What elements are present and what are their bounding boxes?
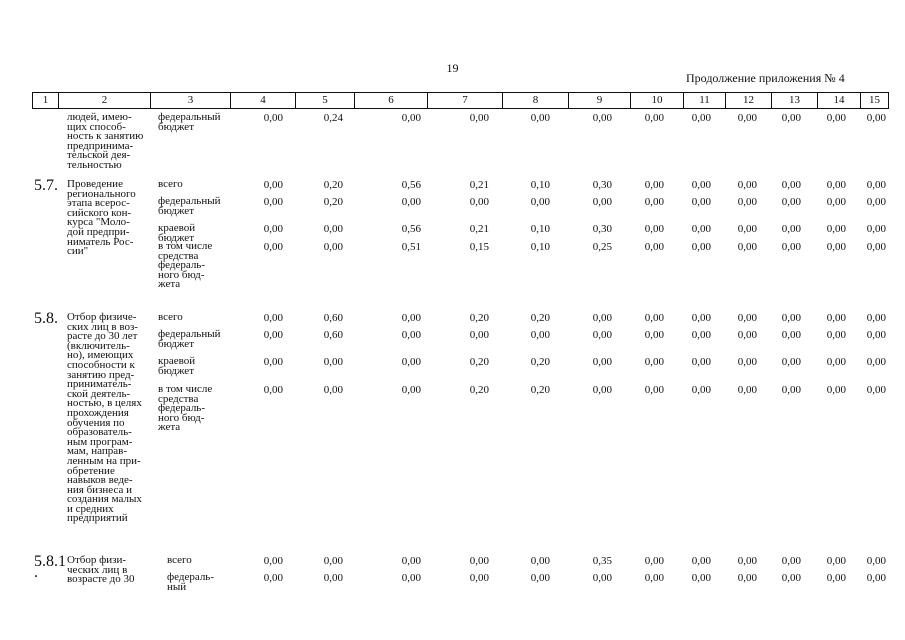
table-header-row	[32, 92, 889, 109]
value-cell: 0,00	[866, 384, 886, 396]
value-cell: 0,00	[401, 572, 421, 584]
value-cell: 0,00	[644, 179, 664, 191]
header-cell-14: 14	[817, 93, 860, 108]
row-description: людей, имею- щих способ- ность к занятию предпринима- тельской дея- тельностью	[67, 111, 144, 171]
funding-source: краевой бюджет	[158, 355, 196, 377]
value-cell: 0,00	[691, 312, 711, 324]
value-cell: 0,00	[263, 384, 283, 396]
value-cell: 0,00	[592, 384, 612, 396]
value-cell: 0,00	[644, 384, 664, 396]
value-cell: 0,20	[469, 384, 489, 396]
value-cell: 0,00	[644, 223, 664, 235]
value-cell: 0,24	[323, 112, 343, 124]
value-cell: 0,00	[263, 312, 283, 324]
value-cell: 0,15	[469, 241, 489, 253]
value-cell: 0,00	[737, 179, 757, 191]
value-cell: 0,00	[644, 112, 664, 124]
value-cell: 0,00	[781, 241, 801, 253]
value-cell: 0,20	[530, 312, 550, 324]
value-cell: 0,00	[737, 555, 757, 567]
header-cell-4: 4	[230, 93, 295, 108]
value-cell: 0,10	[530, 179, 550, 191]
value-cell: 0,00	[826, 112, 846, 124]
value-cell: 0,00	[691, 223, 711, 235]
value-cell: 0,00	[592, 112, 612, 124]
value-cell: 0,00	[530, 112, 550, 124]
value-cell: 0,00	[401, 312, 421, 324]
row-description: Отбор физиче- ских лиц в воз- расте до 30 лет (включитель- но), имеющих способности к занятию пред- приниматель- ской деятель- ностью, в целях прохождения обучения по образователь- ным програм- мам, направ- ленным на при- обретение навыков веде- ния бизнеса и создания малых и средних предприятий	[67, 311, 142, 525]
value-cell: 0,00	[592, 312, 612, 324]
value-cell: 0,00	[644, 241, 664, 253]
value-cell: 0,60	[323, 312, 343, 324]
value-cell: 0,00	[263, 112, 283, 124]
value-cell: 0,00	[644, 356, 664, 368]
value-cell: 0,20	[469, 356, 489, 368]
value-cell: 0,00	[866, 356, 886, 368]
header-cell-1: 1	[32, 93, 58, 108]
value-cell: 0,00	[826, 223, 846, 235]
value-cell: 0,00	[866, 572, 886, 584]
value-cell: 0,00	[826, 572, 846, 584]
value-cell: 0,00	[263, 179, 283, 191]
header-cell-8: 8	[502, 93, 568, 108]
funding-source: краевой бюджет	[158, 222, 196, 244]
value-cell: 0,00	[691, 241, 711, 253]
value-cell: 0,00	[826, 329, 846, 341]
value-cell: 0,00	[737, 329, 757, 341]
value-cell: 0,00	[644, 196, 664, 208]
value-cell: 0,20	[530, 356, 550, 368]
value-cell: 0,56	[401, 223, 421, 235]
value-cell: 0,00	[781, 223, 801, 235]
value-cell: 0,00	[737, 196, 757, 208]
value-cell: 0,60	[323, 329, 343, 341]
value-cell: 0,00	[781, 356, 801, 368]
value-cell: 0,00	[781, 196, 801, 208]
value-cell: 0,00	[401, 112, 421, 124]
value-cell: 0,00	[263, 223, 283, 235]
value-cell: 0,00	[530, 329, 550, 341]
value-cell: 0,00	[826, 384, 846, 396]
value-cell: 0,00	[826, 179, 846, 191]
value-cell: 0,00	[826, 356, 846, 368]
value-cell: 0,00	[781, 572, 801, 584]
row-number: 5.8.	[34, 310, 58, 327]
value-cell: 0,00	[691, 179, 711, 191]
value-cell: 0,00	[323, 384, 343, 396]
header-cell-5: 5	[295, 93, 354, 108]
value-cell: 0,21	[469, 223, 489, 235]
value-cell: 0,00	[691, 329, 711, 341]
value-cell: 0,00	[866, 196, 886, 208]
row-description: Отбор физи- ческих лиц в возрасте до 30	[67, 554, 135, 586]
row-description: Проведение регионального этапа всерос- сийского кон- курса "Моло- дой предпри- ниматель Рос- сии"	[67, 178, 136, 258]
value-cell: 0,00	[826, 241, 846, 253]
value-cell: 0,00	[323, 241, 343, 253]
value-cell: 0,00	[644, 312, 664, 324]
value-cell: 0,00	[737, 112, 757, 124]
value-cell: 0,10	[530, 241, 550, 253]
value-cell: 0,00	[737, 384, 757, 396]
value-cell: 0,30	[592, 223, 612, 235]
value-cell: 0,00	[323, 572, 343, 584]
value-cell: 0,00	[691, 356, 711, 368]
header-cell-11: 11	[683, 93, 725, 108]
value-cell: 0,00	[401, 384, 421, 396]
value-cell: 0,00	[866, 179, 886, 191]
value-cell: 0,00	[263, 572, 283, 584]
value-cell: 0,00	[469, 112, 489, 124]
value-cell: 0,00	[737, 356, 757, 368]
header-cell-13: 13	[771, 93, 817, 108]
funding-source: в том числе средства федераль- ного бюд- жета	[158, 383, 213, 434]
value-cell: 0,00	[781, 329, 801, 341]
page-number: 19	[446, 61, 459, 75]
value-cell: 0,00	[530, 572, 550, 584]
value-cell: 0,00	[826, 312, 846, 324]
value-cell: 0,20	[530, 384, 550, 396]
value-cell: 0,00	[263, 329, 283, 341]
value-cell: 0,00	[530, 196, 550, 208]
value-cell: 0,00	[263, 555, 283, 567]
value-cell: 0,00	[401, 356, 421, 368]
value-cell: 0,00	[469, 329, 489, 341]
funding-source: в том числе средства федераль- ного бюд- жета	[158, 240, 213, 291]
value-cell: 0,00	[691, 384, 711, 396]
value-cell: 0,00	[592, 196, 612, 208]
value-cell: 0,21	[469, 179, 489, 191]
value-cell: 0,20	[323, 179, 343, 191]
value-cell: 0,00	[644, 329, 664, 341]
value-cell: 0,00	[323, 223, 343, 235]
value-cell: 0,00	[401, 196, 421, 208]
value-cell: 0,00	[691, 572, 711, 584]
value-cell: 0,00	[263, 356, 283, 368]
value-cell: 0,00	[866, 241, 886, 253]
value-cell: 0,00	[592, 356, 612, 368]
value-cell: 0,00	[644, 572, 664, 584]
value-cell: 0,00	[737, 312, 757, 324]
value-cell: 0,00	[401, 329, 421, 341]
value-cell: 0,00	[781, 179, 801, 191]
row-number: 5.7.	[34, 177, 58, 194]
funding-source: всего	[158, 311, 183, 323]
value-cell: 0,35	[592, 555, 612, 567]
header-cell-9: 9	[568, 93, 630, 108]
value-cell: 0,00	[866, 329, 886, 341]
value-cell: 0,00	[826, 555, 846, 567]
value-cell: 0,00	[781, 555, 801, 567]
value-cell: 0,00	[737, 223, 757, 235]
funding-source: всего	[167, 554, 192, 566]
value-cell: 0,00	[826, 196, 846, 208]
value-cell: 0,25	[592, 241, 612, 253]
value-cell: 0,00	[866, 112, 886, 124]
value-cell: 0,00	[530, 555, 550, 567]
value-cell: 0,00	[866, 555, 886, 567]
value-cell: 0,00	[592, 572, 612, 584]
funding-source: федеральный бюджет	[158, 195, 221, 217]
funding-source: федеральный бюджет	[158, 111, 221, 133]
value-cell: 0,51	[401, 241, 421, 253]
row-number: 5.8.1 .	[34, 553, 66, 581]
value-cell: 0,00	[592, 329, 612, 341]
value-cell: 0,00	[691, 196, 711, 208]
header-cell-6: 6	[354, 93, 427, 108]
value-cell: 0,00	[781, 312, 801, 324]
header-cell-15: 15	[860, 93, 889, 108]
header-cell-2: 2	[58, 93, 150, 108]
funding-source: федераль- ный	[167, 571, 214, 593]
value-cell: 0,00	[469, 196, 489, 208]
value-cell: 0,20	[323, 196, 343, 208]
value-cell: 0,56	[401, 179, 421, 191]
continuation-title: Продолжение приложения № 4	[686, 71, 845, 85]
value-cell: 0,00	[866, 223, 886, 235]
value-cell: 0,00	[737, 572, 757, 584]
value-cell: 0,10	[530, 223, 550, 235]
header-cell-7: 7	[427, 93, 502, 108]
value-cell: 0,00	[323, 356, 343, 368]
value-cell: 0,00	[781, 112, 801, 124]
value-cell: 0,00	[469, 572, 489, 584]
header-cell-12: 12	[725, 93, 771, 108]
value-cell: 0,00	[263, 241, 283, 253]
value-cell: 0,00	[691, 555, 711, 567]
value-cell: 0,30	[592, 179, 612, 191]
header-cell-10: 10	[630, 93, 683, 108]
funding-source: всего	[158, 178, 183, 190]
value-cell: 0,00	[737, 241, 757, 253]
value-cell: 0,00	[691, 112, 711, 124]
value-cell: 0,00	[644, 555, 664, 567]
funding-source: федеральный бюджет	[158, 328, 221, 350]
value-cell: 0,00	[781, 384, 801, 396]
value-cell: 0,00	[866, 312, 886, 324]
value-cell: 0,20	[469, 312, 489, 324]
header-cell-3: 3	[150, 93, 230, 108]
value-cell: 0,00	[323, 555, 343, 567]
value-cell: 0,00	[401, 555, 421, 567]
value-cell: 0,00	[469, 555, 489, 567]
value-cell: 0,00	[263, 196, 283, 208]
